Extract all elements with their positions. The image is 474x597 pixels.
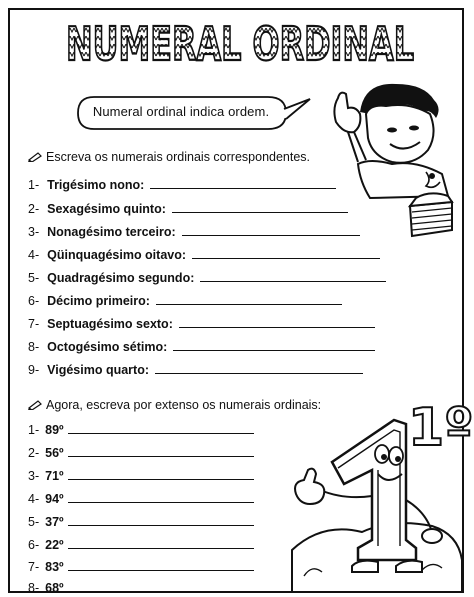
list-item: 1- Trigésimo nono: <box>28 176 336 192</box>
instruction-1 <box>28 150 310 164</box>
list-item: 4- 94º <box>28 490 254 506</box>
answer-line[interactable] <box>68 444 254 457</box>
list-item: 6- 22º <box>28 536 254 552</box>
number-one-mascot <box>282 398 474 592</box>
list-item: 6- Décimo primeiro: <box>28 292 342 308</box>
answer-line[interactable] <box>173 338 375 351</box>
answer-line[interactable] <box>68 579 254 592</box>
speech-text: Numeral ordinal indica ordem. <box>92 104 270 119</box>
answer-line[interactable] <box>200 269 386 282</box>
pencil-icon <box>28 400 42 410</box>
list-item: 8- Octogésimo sétimo: <box>28 338 375 354</box>
list-item: 9- Vigésimo quarto: <box>28 361 363 377</box>
answer-line[interactable] <box>68 490 254 503</box>
list-item: 5- 37º <box>28 513 254 529</box>
instruction-2-text: Agora, escreva por extenso os numerais ordinais: <box>46 398 322 412</box>
answer-line[interactable] <box>150 176 336 189</box>
list-item: 2- Sexagésimo quinto: <box>28 200 348 216</box>
answer-line[interactable] <box>68 536 254 549</box>
worksheet-title <box>60 12 420 72</box>
answer-line[interactable] <box>156 292 342 305</box>
speech-bubble <box>74 95 288 131</box>
answer-line[interactable] <box>68 513 254 526</box>
list-item: 1- 89º <box>28 421 254 437</box>
pencil-icon <box>28 152 42 162</box>
list-item: 2- 56º <box>28 444 254 460</box>
answer-line[interactable] <box>68 421 254 434</box>
answer-line[interactable] <box>172 200 348 213</box>
ordinal-symbol: 1º <box>408 398 474 458</box>
instruction-1-text: Escreva os numerais ordinais correspondentes. <box>46 150 311 164</box>
list-item: 7- 83º <box>28 558 254 574</box>
answer-line[interactable] <box>155 361 363 374</box>
list-item: 5- Quadragésimo segundo: <box>28 269 386 285</box>
list-item: 3- 71º <box>28 467 254 483</box>
answer-line[interactable] <box>179 315 375 328</box>
answer-line[interactable] <box>68 558 254 571</box>
answer-line[interactable] <box>68 467 254 480</box>
list-item: 8- 68º <box>28 579 254 595</box>
list-item: 3- Nonagésimo terceiro: <box>28 223 360 239</box>
instruction-2 <box>28 398 321 412</box>
list-item: 4- Qüinquagésimo oitavo: <box>28 246 380 262</box>
title-text: NUMERAL ORDINAL <box>66 17 414 71</box>
answer-line[interactable] <box>182 223 360 236</box>
list-item: 7- Septuagésimo sexto: <box>28 315 375 331</box>
title-lettering <box>60 12 420 72</box>
answer-line[interactable] <box>192 246 380 259</box>
